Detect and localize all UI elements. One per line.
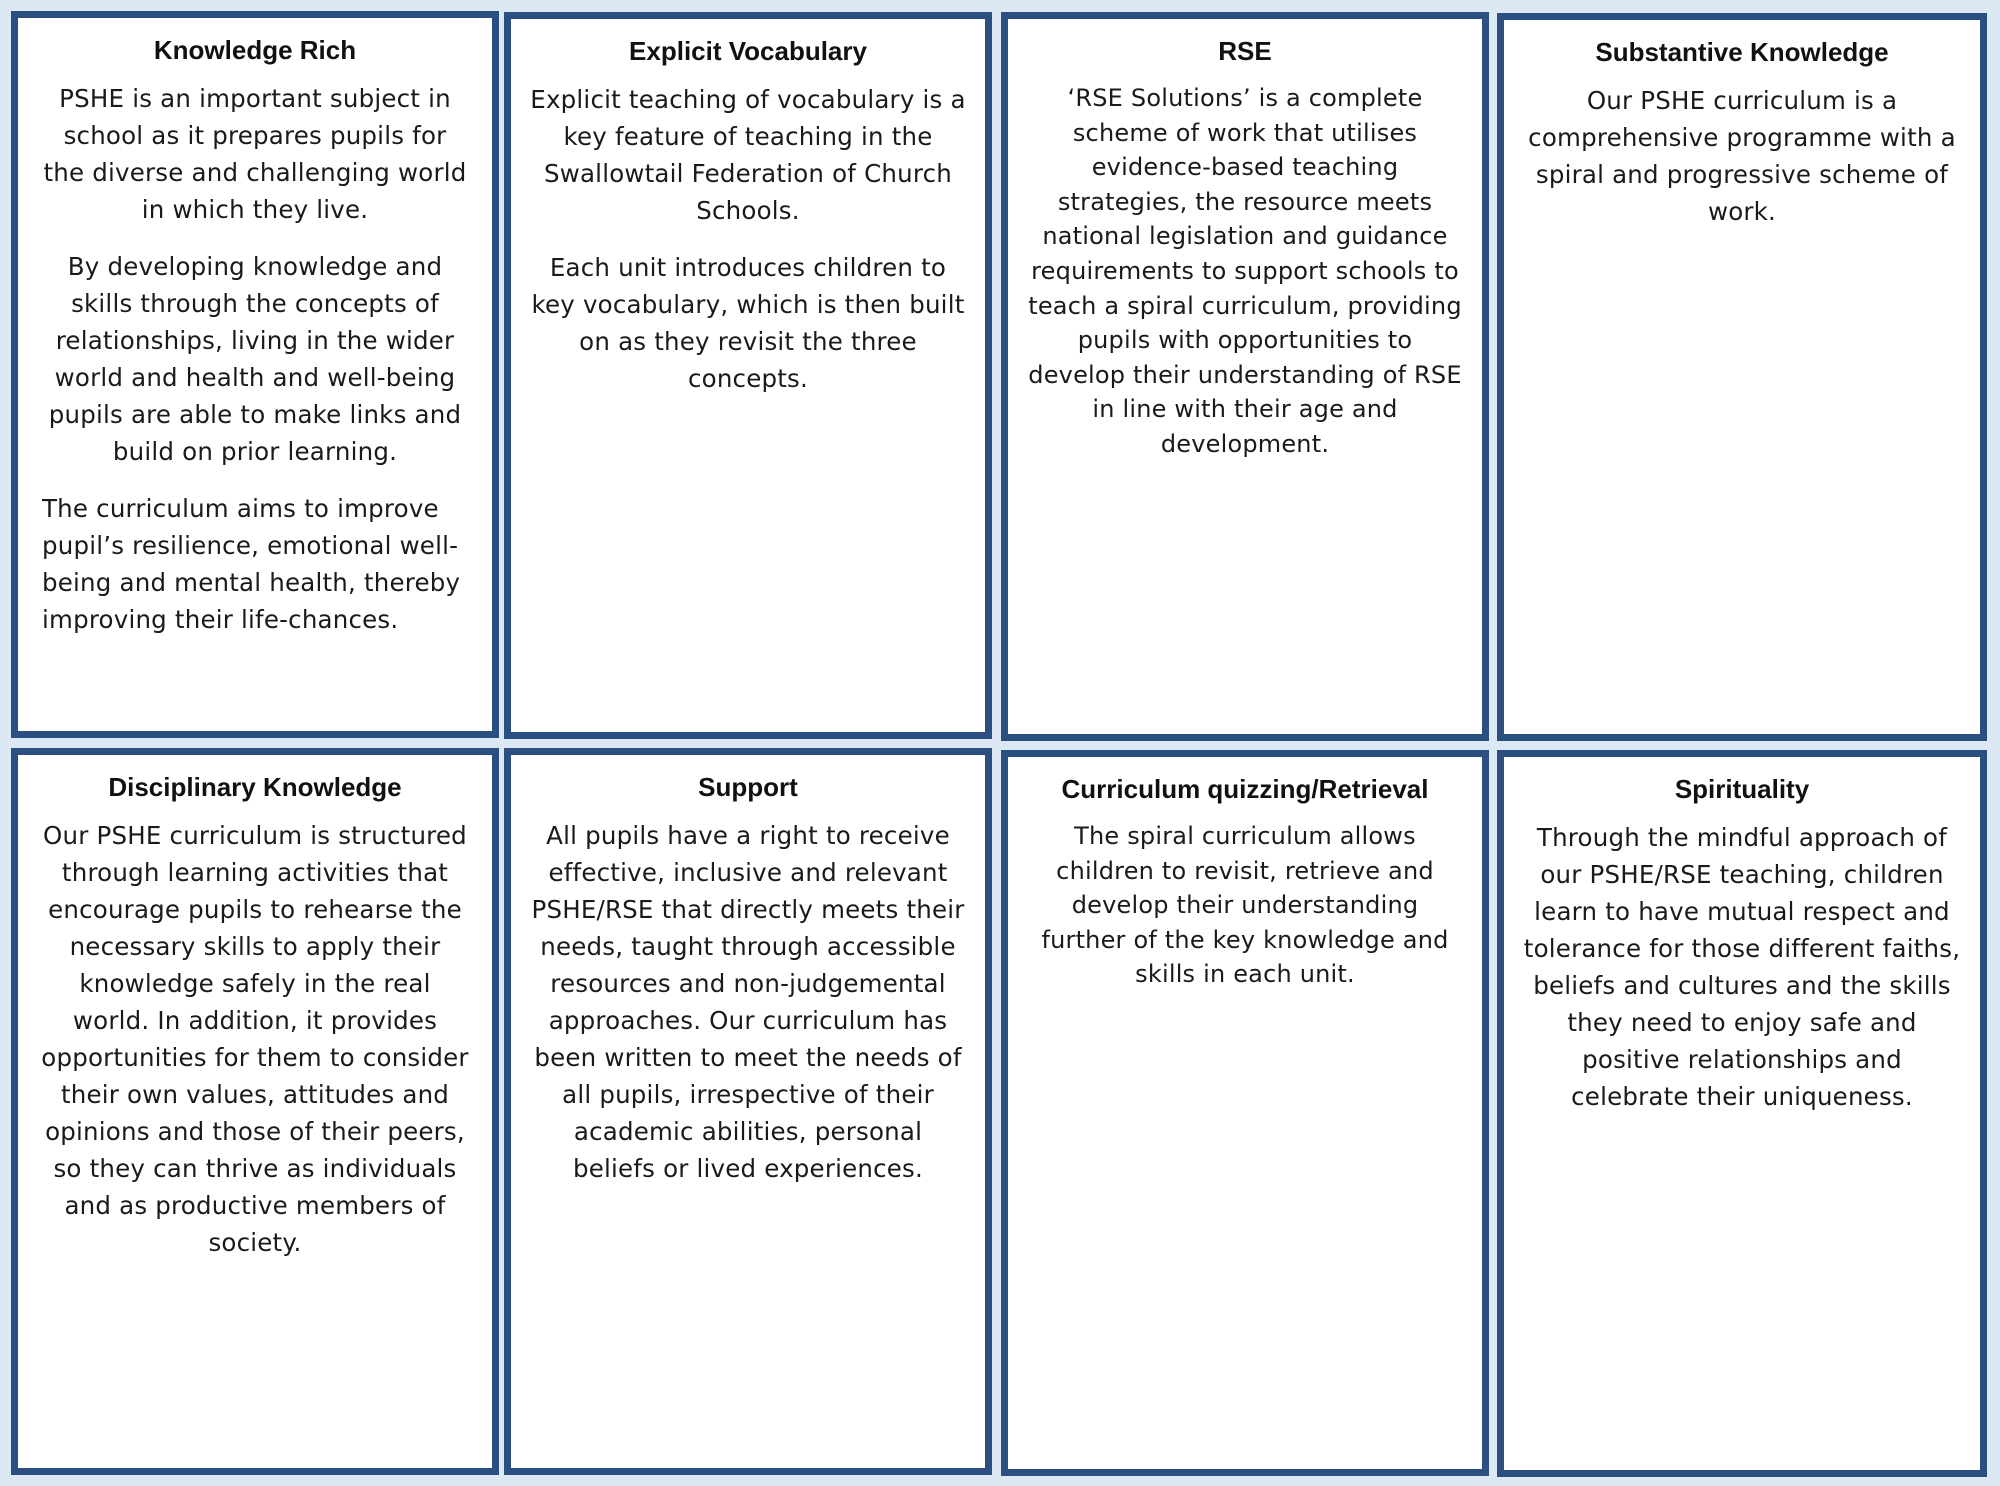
card-body xyxy=(529,817,967,1187)
card-body xyxy=(529,81,967,397)
card-title: Explicit Vocabulary xyxy=(629,36,867,66)
card-title: Knowledge Rich xyxy=(153,35,357,65)
card-paragraph: Our PSHE curriculum is a comprehensive programme with a spiral and progressive scheme of work. xyxy=(1528,86,1956,226)
card-body xyxy=(36,817,474,1261)
card-body xyxy=(1026,81,1464,462)
card-title: Curriculum quizzing/Retrieval xyxy=(1061,774,1429,804)
card-paragraph: ‘RSE Solutions’ is a complete scheme of work that utilises evidence-based teaching strategies, the resource meets national legislation and guidance requirements to support schools to teach a spiral curriculum, providing pupils with opportunities to develop their understanding of RSE in line with their age and development. xyxy=(1028,84,1462,458)
card-paragraph: Each unit introduces children to key vocabulary, which is then built on as they revisit the three concepts. xyxy=(531,253,965,393)
card-paragraph: The curriculum aims to improve pupil’s resilience, emotional well-being and mental health, thereby improving their life-chances. xyxy=(42,494,461,634)
card-rse xyxy=(1001,12,1489,741)
card-body xyxy=(1522,819,1962,1115)
card-body xyxy=(36,80,474,638)
card-explicit-vocabulary xyxy=(504,12,992,739)
card-body xyxy=(1522,82,1962,230)
card-paragraph: Through the mindful approach of our PSHE/RSE teaching, children learn to have mutual respect and tolerance for those different faiths, beliefs and cultures and the skills they need to enjoy safe and positive relationships and celebrate their uniqueness. xyxy=(1523,823,1961,1111)
card-title: Support xyxy=(698,772,798,802)
card-title: Disciplinary Knowledge xyxy=(108,772,402,802)
card-paragraph: Our PSHE curriculum is structured through learning activities that encourage pupils to rehearse the necessary skills to apply their knowledge safely in the real world. In addition, it provides opportunities for them to consider their own values, attitudes and opinions and those of their peers, so they can thrive as individuals and as productive members of society. xyxy=(41,821,469,1257)
card-knowledge-rich xyxy=(11,11,499,738)
card-paragraph: By developing knowledge and skills through the concepts of relationships, living in the wider world and health and well-being pupils are able to make links and build on prior learning. xyxy=(48,252,462,466)
card-title: Substantive Knowledge xyxy=(1595,37,1889,67)
card-title: RSE xyxy=(1218,36,1272,66)
card-paragraph: All pupils have a right to receive effective, inclusive and relevant PSHE/RSE that directly meets their needs, taught through accessible resources and non-judgemental approaches. Our curriculum has been written to meet the needs of all pupils, irrespective of their academic abilities, personal beliefs or lived experiences. xyxy=(531,821,965,1183)
card-disciplinary-knowledge xyxy=(11,748,499,1475)
card-support xyxy=(504,748,992,1475)
card-paragraph: Explicit teaching of vocabulary is a key feature of teaching in the Swallowtail Federation of Church Schools. xyxy=(530,85,966,225)
card-substantive-knowledge xyxy=(1497,13,1987,741)
card-curriculum-quizzing-retrieval xyxy=(1001,750,1489,1476)
card-title: Spirituality xyxy=(1674,774,1810,804)
card-body xyxy=(1026,819,1464,992)
card-paragraph: The spiral curriculum allows children to revisit, retrieve and develop their understanding further of the key knowledge and skills in each unit. xyxy=(1041,822,1449,989)
card-paragraph: PSHE is an important subject in school as it prepares pupils for the diverse and challenging world in which they live. xyxy=(43,84,467,224)
card-spirituality xyxy=(1497,750,1987,1477)
